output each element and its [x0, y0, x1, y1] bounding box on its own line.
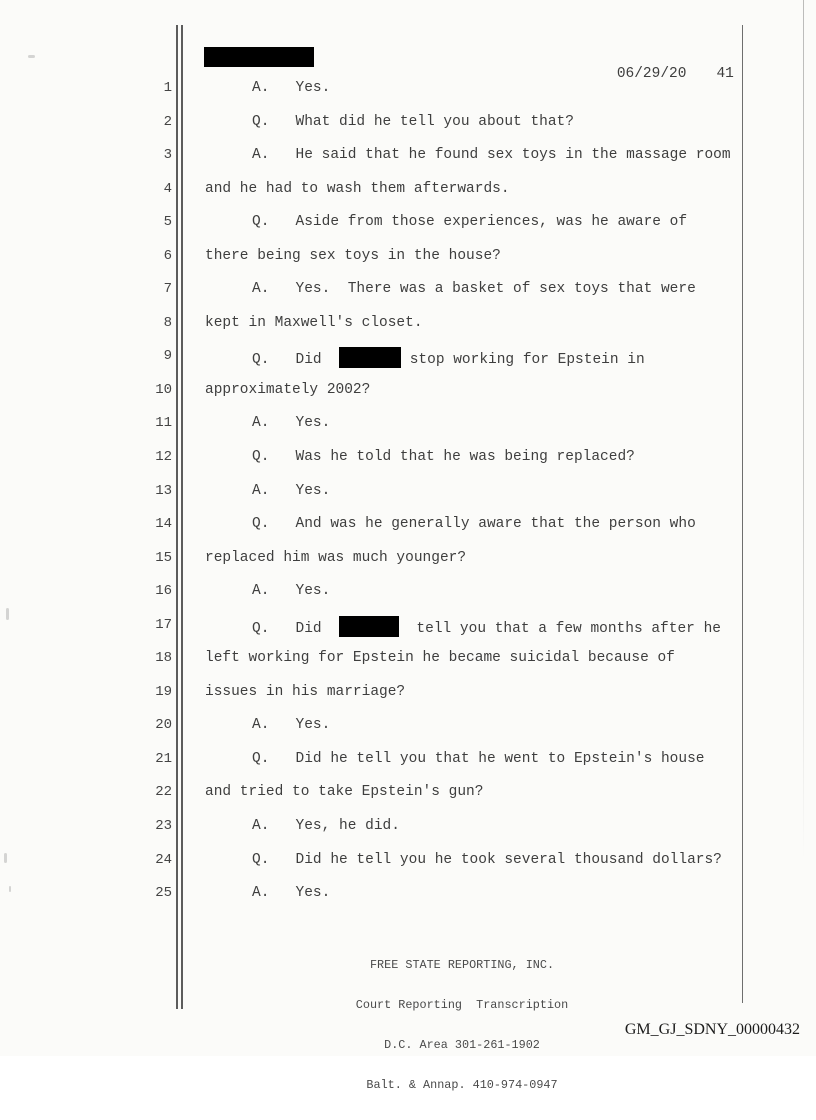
line-text — [205, 381, 370, 400]
line-number: 4 — [163, 180, 172, 197]
transcript-line — [0, 549, 816, 583]
line-text — [252, 817, 400, 836]
line-text-segment: replaced him was much younger? — [205, 549, 467, 566]
line-text — [205, 783, 483, 802]
line-number: 5 — [163, 214, 172, 231]
line-text — [252, 482, 330, 501]
line-text-segment: A. Yes. — [252, 717, 331, 734]
line-number: 20 — [155, 717, 172, 734]
line-text-segment: A. Yes. — [252, 885, 331, 902]
line-number: 18 — [155, 650, 172, 667]
line-number: 9 — [163, 348, 172, 365]
line-text-segment: kept in Maxwell's closet. — [205, 314, 423, 331]
line-number: 3 — [163, 147, 172, 164]
transcript-line — [0, 649, 816, 683]
transcript-line — [0, 616, 816, 650]
line-text-segment: issues in his marriage? — [205, 683, 406, 700]
transcript-line — [0, 683, 816, 717]
transcript-line — [0, 851, 816, 885]
transcript-line — [0, 381, 816, 415]
line-number: 16 — [155, 583, 172, 600]
line-text — [252, 347, 645, 370]
line-text — [252, 280, 696, 299]
bates-number: GM_GJ_SDNY_00000432 — [624, 1021, 800, 1038]
inline-redaction — [339, 347, 401, 368]
line-text-segment: Q. Was he told that he was being replaced? — [252, 449, 635, 466]
line-text-segment: A. He said that he found sex toys in the massage room — [252, 147, 731, 164]
footer-company-name: FREE STATE REPORTING, INC. — [369, 957, 555, 972]
transcript-line — [0, 482, 816, 516]
transcript-line — [0, 750, 816, 784]
footer-services-line: Court Reporting Transcription — [355, 998, 569, 1013]
header-redaction-bar — [204, 47, 314, 67]
line-number: 11 — [155, 415, 172, 432]
line-number: 22 — [155, 784, 172, 801]
line-number: 10 — [155, 381, 172, 398]
scan-artifact — [28, 55, 35, 58]
line-text — [205, 314, 423, 333]
line-text — [252, 448, 635, 467]
line-number: 8 — [163, 314, 172, 331]
transcript-line — [0, 146, 816, 180]
header-date-text: 06/29/20 — [616, 66, 687, 82]
line-text-segment: there being sex toys in the house? — [205, 247, 501, 264]
line-text-segment: A. Yes. — [252, 80, 331, 96]
line-number: 23 — [155, 818, 172, 835]
transcript-line — [0, 582, 816, 616]
line-text-segment: stop working for Epstein in — [401, 352, 645, 369]
transcript-line — [0, 113, 816, 147]
line-text — [252, 750, 704, 769]
line-number: 15 — [155, 549, 172, 566]
line-number: 17 — [155, 616, 172, 633]
line-text-segment: A. Yes. — [252, 482, 331, 499]
line-text-segment: and tried to take Epstein's gun? — [205, 784, 484, 801]
transcript-line — [0, 180, 816, 214]
line-text-segment: A. Yes. — [252, 583, 331, 600]
line-text-segment: Q. Did he tell you he took several thousand dollars? — [252, 851, 722, 868]
header-page-number: 41 — [716, 66, 734, 82]
line-number: 7 — [163, 281, 172, 298]
line-text-segment: left working for Epstein he became suicidal because of — [205, 650, 675, 667]
line-text-segment: Q. And was he generally aware that the person who — [252, 516, 696, 533]
scan-artifact — [9, 886, 11, 892]
line-text — [252, 851, 722, 870]
line-text-segment: Q. Aside from those experiences, was he aware of — [252, 214, 688, 231]
line-text-segment: Q. Did — [252, 352, 340, 369]
line-text — [252, 716, 330, 735]
transcript-line — [0, 884, 816, 918]
line-text — [205, 180, 510, 199]
line-number: 19 — [155, 683, 172, 700]
line-text — [252, 414, 330, 433]
transcript-body — [0, 79, 816, 918]
line-number: 21 — [155, 750, 172, 767]
line-text-segment: tell you that a few months after he — [399, 620, 721, 637]
line-text — [252, 213, 687, 232]
scan-artifact — [4, 853, 7, 863]
line-number: 14 — [155, 516, 172, 533]
line-text-segment: A. Yes, he did. — [252, 818, 400, 835]
line-text-segment: and he had to wash them afterwards. — [205, 180, 510, 197]
line-number: 2 — [163, 113, 172, 130]
line-text — [205, 247, 501, 266]
footer-balt-phone: Balt. & Annap. 410-974-0947 — [366, 1078, 558, 1093]
line-number: 12 — [155, 449, 172, 466]
transcript-line — [0, 213, 816, 247]
transcript-line — [0, 280, 816, 314]
transcript-line — [0, 347, 816, 381]
line-text — [252, 146, 731, 165]
line-text — [252, 515, 696, 534]
transcript-line — [0, 79, 816, 113]
line-text — [252, 616, 721, 639]
line-number: 6 — [163, 247, 172, 264]
line-text-segment: Q. Did — [252, 620, 340, 637]
line-text — [252, 113, 574, 132]
line-text-segment: A. Yes. There was a basket of sex toys that were — [252, 281, 696, 298]
line-text — [205, 549, 466, 568]
line-text-segment: A. Yes. — [252, 415, 331, 432]
transcript-line — [0, 314, 816, 348]
line-number: 25 — [155, 885, 172, 902]
footer-dc-phone: D.C. Area 301-261-1902 — [384, 1038, 540, 1053]
transcript-line — [0, 783, 816, 817]
line-text — [205, 683, 405, 702]
line-number: 24 — [155, 851, 172, 868]
line-text — [252, 79, 330, 98]
line-text — [252, 582, 330, 601]
transcript-line — [0, 515, 816, 549]
line-text-segment: approximately 2002? — [205, 381, 371, 398]
inline-redaction — [339, 616, 399, 637]
line-text-segment: Q. Did he tell you that he went to Epstein's house — [252, 750, 705, 767]
line-text-segment: Q. What did he tell you about that? — [252, 113, 574, 130]
scan-artifact — [6, 608, 9, 620]
line-text — [252, 884, 330, 903]
transcript-line — [0, 414, 816, 448]
line-text — [205, 649, 675, 668]
transcript-line — [0, 817, 816, 851]
transcript-line — [0, 448, 816, 482]
transcript-line — [0, 716, 816, 750]
transcript-line — [0, 247, 816, 281]
line-number: 1 — [163, 80, 172, 96]
line-number: 13 — [155, 482, 172, 499]
